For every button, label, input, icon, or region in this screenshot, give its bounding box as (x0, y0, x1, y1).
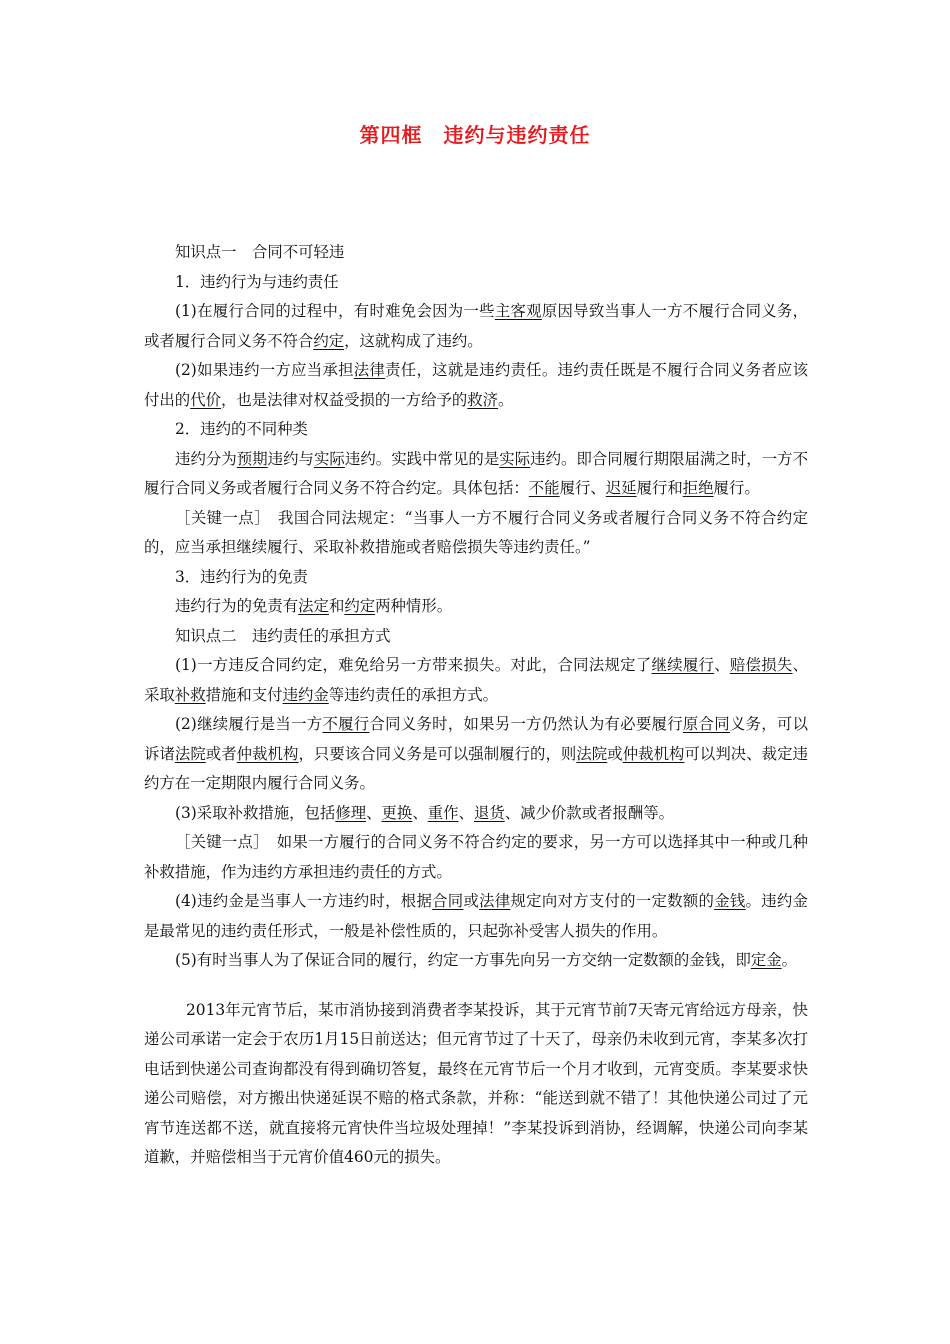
text: (4)违约金是当事人一方违约时，根据 (175, 892, 433, 910)
section-1-heading: 1．违约行为与违约责任 (175, 272, 339, 291)
key-point-2: ［关键一点］ 如果一方履行的合同义务不符合约定的要求，另一方可以选择其中一种或几种补救措施，作为违约方承担违约责任的方式。 (144, 833, 808, 881)
text: 或者 (205, 744, 237, 763)
underlined-term: 法定 (298, 597, 329, 615)
key-point-1: ［关键一点］ 我国合同法规定：“当事人一方不履行合同义务或者履行合同义务不符合约定的，应当承担继续履行、采取补救措施或者赔偿损失等违约责任。” (144, 508, 808, 556)
underlined-term: 拒绝 (682, 479, 714, 497)
text: 合同义务时，如果另一方仍然认为有必要履行 (369, 715, 683, 733)
underlined-term: 继续履行 (651, 656, 715, 674)
underlined-term: 实际 (313, 449, 345, 468)
text: 。 (781, 951, 798, 969)
underlined-term: 代价 (190, 390, 221, 409)
text: 履行、 (559, 479, 606, 497)
underlined-term: 法律 (479, 892, 511, 910)
text: 原因导致当事人一方不履行合同义务，或者履行合同义务不符合 (144, 302, 808, 350)
paragraph-2 (144, 356, 808, 415)
underlined-term: 迟延 (605, 479, 637, 497)
text: 履行和 (636, 479, 683, 497)
paragraph-5 (144, 651, 808, 710)
text: 、采取 (144, 656, 808, 704)
text: 和 (328, 597, 345, 615)
underlined-term: 主客观 (494, 302, 542, 320)
underlined-term: 仲裁机构 (622, 744, 685, 763)
text: ，也是法律对权益受损的一方给予的 (220, 390, 468, 409)
page-title: 第四框 违约与违约责任 (359, 123, 591, 147)
text: 或 (607, 744, 623, 763)
text: 两种情形。 (375, 597, 453, 615)
text: ，只要该合同义务是可以强制履行的，则 (298, 744, 577, 763)
paragraph-3 (144, 445, 808, 504)
text: (3)采取补救措施，包括 (175, 803, 336, 822)
text: 违约行为的免责有 (175, 597, 299, 615)
underlined-term: 法院 (174, 744, 206, 763)
text: 违约与 (267, 449, 314, 468)
underlined-term: 补救 (174, 685, 206, 704)
text: (5)有时当事人为了保证合同的履行，约定一方事先向另一方交纳一定数额的金钱，即 (175, 951, 751, 969)
text: 责任，这就是违约责任。违约责任既是不履行合同义务者应该付出的 (144, 361, 808, 409)
paragraph-6 (144, 710, 808, 799)
case-paragraph: 2013年元宵节后，某市消协接到消费者李某投诉，其于元宵节前7天寄元宵给远方母亲，快递公司承诺一定会于农历1月15日前送达；但元宵节过了十天了，母亲仍未收到元宵，李某多次打电话到快递公司查询都没有得到确切答复，最终在元宵节后一个月才收到，元宵变质。李某要求快递公司赔偿，对方搬出快递延误不赔的格式条款，并称：“能送到就不错了！其他快递公司过了元宵节连送都不送，就直接将元宵快件当垃圾处理掉！”李某投诉到消协，经调解，快递公司向李某道歉，并赔偿相当于元宵价值460元的损失。 (144, 1000, 808, 1166)
underlined-term: 违约金 (282, 685, 329, 704)
text: 违约。即合同履行期限届满之时，一方不履行合同义务或者履行合同义务不符合约定。具体包括： (144, 449, 808, 497)
knowledge-point-1-heading: 知识点一 合同不可轻违 (175, 243, 345, 261)
underlined-term: 仲裁机构 (236, 744, 299, 763)
underlined-term: 定金 (750, 951, 782, 969)
text: 违约。实践中常见的是 (344, 449, 500, 468)
underlined-term: 修理 (335, 803, 367, 822)
underlined-term: 不履行 (322, 715, 370, 733)
text: (1)一方违反合同约定，难免给另一方带来损失。对此，合同法规定了 (175, 656, 652, 674)
text: 、减少价款或者报酬等。 (504, 803, 675, 822)
text: ，这就构成了违约。 (344, 331, 483, 350)
text: (2)继续履行是当一方 (175, 715, 323, 733)
paragraph-7 (144, 799, 808, 829)
knowledge-point-2-heading: 知识点二 违约责任的承担方式 (175, 626, 391, 645)
text: 措施和支付 (205, 685, 283, 704)
underlined-term: 约定 (344, 597, 376, 615)
underlined-term: 实际 (499, 449, 531, 468)
paragraph-8 (144, 887, 808, 946)
underlined-term: 法院 (576, 744, 608, 763)
text: 等违约责任的承担方式。 (328, 685, 499, 704)
underlined-term: 法律 (353, 361, 386, 379)
section-3-heading: 3．违约行为的免责 (175, 567, 308, 586)
underlined-term: 预期 (236, 449, 268, 468)
text: 义务，可以诉诸 (144, 715, 808, 763)
underlined-term: 合同 (432, 892, 464, 910)
underlined-term: 更换 (381, 803, 413, 822)
underlined-term: 约定 (313, 331, 345, 350)
document-body (144, 238, 808, 1173)
text: 违约分为 (175, 449, 237, 468)
text: 可以判决、裁定违约方在一定期限内履行合同义务。 (144, 744, 808, 792)
text: 。违约金是最常见的违约责任形式，一般是补偿性质的，只起弥补受害人损失的作用。 (144, 892, 808, 940)
underlined-term: 重作 (427, 803, 459, 822)
underlined-term: 不能 (528, 479, 560, 497)
text: 、 (412, 803, 428, 822)
text: 、 (458, 803, 474, 822)
section-spacer (144, 976, 808, 996)
underlined-term: 救济 (467, 390, 499, 409)
underlined-term: 金钱 (714, 892, 746, 910)
paragraph-1 (144, 297, 808, 356)
text: 、 (714, 656, 730, 674)
text: 或 (463, 892, 480, 910)
text: (2)如果违约一方应当承担 (175, 361, 354, 379)
underlined-term: 原合同 (682, 715, 730, 733)
text: 规定向对方支付的一定数额的 (510, 892, 715, 910)
text: 、 (366, 803, 382, 822)
text: 履行。 (713, 479, 760, 497)
section-2-heading: 2．违约的不同种类 (175, 420, 308, 438)
text: 。 (498, 390, 514, 409)
text: (1)在履行合同的过程中，有时难免会因为一些 (175, 302, 495, 320)
paragraph-9 (144, 946, 808, 976)
underlined-term: 赔偿损失 (729, 656, 793, 674)
paragraph-4 (144, 592, 808, 622)
underlined-term: 退货 (473, 803, 505, 822)
